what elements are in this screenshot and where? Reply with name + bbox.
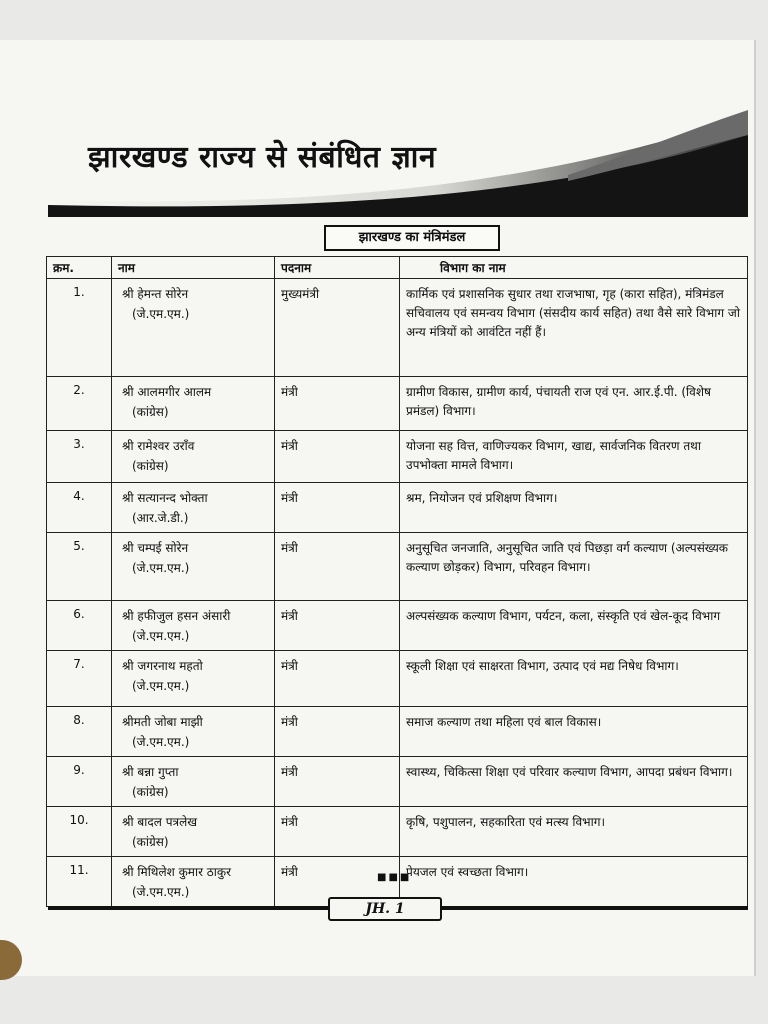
cabinet-table [46,256,748,907]
designation-cell: मंत्री [275,651,400,707]
party-name: (जे.एम.एम.) [132,629,190,643]
table-row [47,807,748,857]
table-row [47,431,748,483]
party-name: (जे.एम.एम.) [132,735,190,749]
name-cell [112,807,275,857]
minister-name: श्री हफीजुल हसन अंसारी [122,609,231,623]
designation-cell: मंत्री [275,807,400,857]
name-cell [112,533,275,601]
department-cell: स्कूली शिक्षा एवं साक्षरता विभाग, उत्पाद एवं मद्य निषेध विभाग। [400,651,748,707]
minister-name: श्री हेमन्त सोरेन [122,287,189,301]
minister-name: श्री रामेश्वर उराँव [122,439,195,453]
designation-cell: मंत्री [275,857,400,907]
col-header-name: नाम [112,257,275,279]
party-name: (कांग्रेस) [132,785,169,799]
party-name: (जे.एम.एम.) [132,307,190,321]
serial-cell: 10. [47,807,112,857]
serial-cell: 4. [47,483,112,533]
minister-name: श्री सत्यानन्द भोक्ता [122,491,208,505]
designation-cell: मंत्री [275,601,400,651]
minister-name: श्री जगरनाथ महतो [122,659,203,673]
table-row [47,707,748,757]
serial-cell: 1. [47,279,112,377]
name-cell [112,757,275,807]
department-cell: ग्रामीण विकास, ग्रामीण कार्य, पंचायती राज एवं एन. आर.ई.पी. (विशेष प्रमंडल) विभाग। [400,377,748,431]
party-name: (जे.एम.एम.) [132,885,190,899]
page-header [48,95,748,220]
serial-cell: 2. [47,377,112,431]
department-cell: श्रम, नियोजन एवं प्रशिक्षण विभाग। [400,483,748,533]
page-number-label: JH. 1 [328,897,442,921]
department-cell: कार्मिक एवं प्रशासनिक सुधार तथा राजभाषा, गृह (कारा सहित), मंत्रिमंडल सचिवालय एवं समन्वय विभाग (संसदीय कार्य सहित) तथा वैसे सारे विभाग जो अन्य मंत्रियों को आवंटित नहीं हैं। [400,279,748,377]
footer-marks: ■■■ [377,872,412,883]
department-cell: अनुसूचित जनजाति, अनुसूचित जाति एवं पिछड़ा वर्ग कल्याण (अल्पसंख्यक कल्याण छोड़कर) विभाग, परिवहन विभाग। [400,533,748,601]
table-caption: झारखण्ड का मंत्रिमंडल [324,225,500,251]
table-row [47,757,748,807]
party-name: (कांग्रेस) [132,835,169,849]
department-cell: योजना सह वित्त, वाणिज्यकर विभाग, खाद्य, सार्वजनिक वितरण तथा उपभोक्ता मामले विभाग। [400,431,748,483]
table-header-row [47,257,748,279]
designation-cell: मुख्यमंत्री [275,279,400,377]
table-row [47,279,748,377]
party-name: (जे.एम.एम.) [132,679,190,693]
designation-cell: मंत्री [275,533,400,601]
department-cell: पेयजल एवं स्वच्छता विभाग। [400,857,748,907]
minister-name: श्री आलमगीर आलम [122,385,212,399]
name-cell [112,651,275,707]
table-row [47,601,748,651]
department-cell: कृषि, पशुपालन, सहकारिता एवं मत्स्य विभाग। [400,807,748,857]
name-cell [112,707,275,757]
name-cell [112,279,275,377]
department-cell: स्वास्थ्य, चिकित्सा शिक्षा एवं परिवार कल्याण विभाग, आपदा प्रबंधन विभाग। [400,757,748,807]
serial-cell: 5. [47,533,112,601]
serial-cell: 7. [47,651,112,707]
col-header-designation: पदनाम [275,257,400,279]
minister-name: श्री चम्पई सोरेन [122,541,189,555]
table-row [47,533,748,601]
party-name: (कांग्रेस) [132,405,169,419]
minister-name: श्री मिथिलेश कुमार ठाकुर [122,865,232,879]
col-header-serial: क्रम. [47,257,112,279]
serial-cell: 9. [47,757,112,807]
department-cell: अल्पसंख्यक कल्याण विभाग, पर्यटन, कला, संस्कृति एवं खेल-कूद विभाग [400,601,748,651]
name-cell [112,377,275,431]
serial-cell: 11. [47,857,112,907]
table-row [47,377,748,431]
party-name: (आर.जे.डी.) [132,511,189,525]
minister-name: श्री बन्ना गुप्ता [122,765,179,779]
designation-cell: मंत्री [275,431,400,483]
minister-name: श्रीमती जोबा माझी [122,715,203,729]
department-cell: समाज कल्याण तथा महिला एवं बाल विकास। [400,707,748,757]
designation-cell: मंत्री [275,757,400,807]
designation-cell: मंत्री [275,707,400,757]
designation-cell: मंत्री [275,377,400,431]
table-row [47,483,748,533]
page-title: झारखण्ड राज्य से संबंधित ज्ञान [88,140,437,175]
minister-name: श्री बादल पत्रलेख [122,815,198,829]
name-cell [112,483,275,533]
party-name: (कांग्रेस) [132,459,169,473]
name-cell [112,431,275,483]
designation-cell: मंत्री [275,483,400,533]
table-row [47,651,748,707]
party-name: (जे.एम.एम.) [132,561,190,575]
serial-cell: 3. [47,431,112,483]
col-header-department: विभाग का नाम [400,257,748,279]
serial-cell: 6. [47,601,112,651]
serial-cell: 8. [47,707,112,757]
name-cell [112,601,275,651]
name-cell [112,857,275,907]
